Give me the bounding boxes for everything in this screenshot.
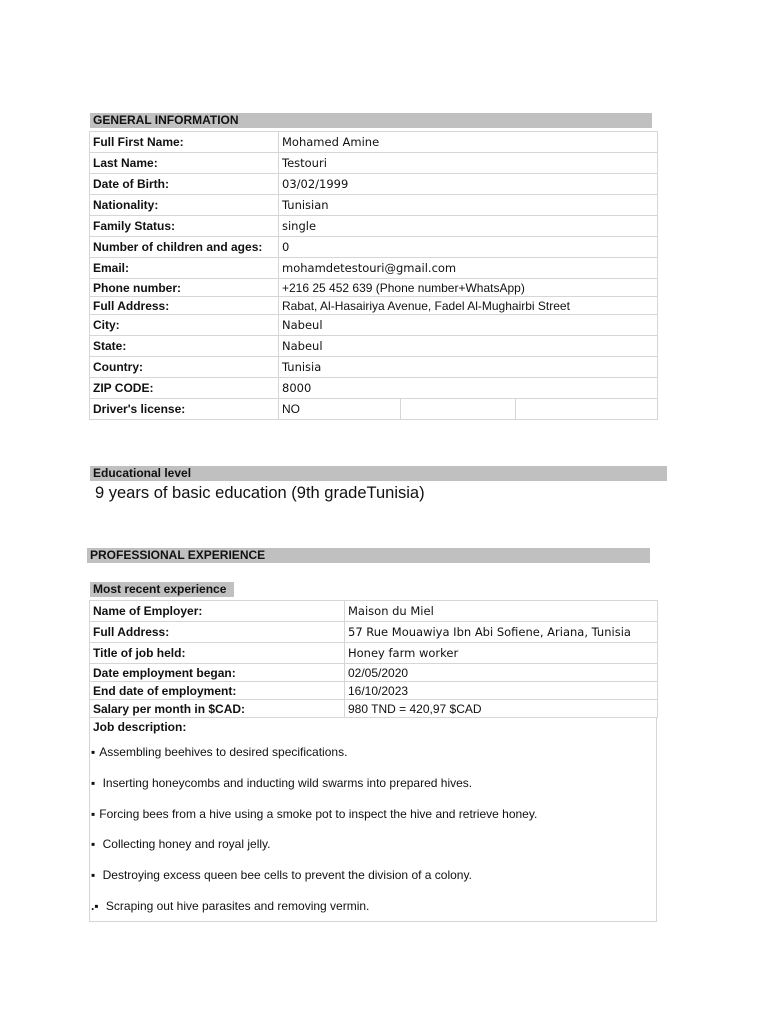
row-value: NO [279,399,401,420]
table-row [90,315,658,336]
row-label: Date of Birth: [90,174,279,195]
row-value: Nabeul [279,315,658,336]
task-text: Destroying excess queen bee cells to prevent the division of a colony. [99,868,472,882]
row-label: Name of Employer: [90,601,345,622]
task-text: Assembling beehives to desired specifications. [99,745,348,759]
experience-table [89,600,658,718]
education-heading: Educational level [90,466,667,481]
row-value: 8000 [279,378,658,399]
job-description-label: Job description: [93,720,187,734]
table-row [90,279,658,297]
list-item [91,837,270,851]
table-row [90,258,658,279]
professional-experience-heading: PROFESSIONAL EXPERIENCE [87,548,650,563]
row-label: Family Status: [90,216,279,237]
row-label: Salary per month in $CAD: [90,700,345,718]
row-value: Rabat, Al-Hasairiya Avenue, Fadel Al-Mughairbi Street [279,297,658,315]
bullet: ▪ [91,776,96,790]
table-row [90,195,658,216]
table-row [90,378,658,399]
table-row [90,357,658,378]
bullet: ▪ [91,745,96,759]
bullet: ▪ [91,807,96,821]
row-label: City: [90,315,279,336]
general-information-table [89,131,658,420]
general-information-heading: GENERAL INFORMATION [90,113,652,128]
row-value: 03/02/1999 [279,174,658,195]
row-label: Nationality: [90,195,279,216]
row-label: Number of children and ages: [90,237,279,258]
list-item [91,899,369,913]
table-row [90,297,658,315]
table-row [90,153,658,174]
table-row [90,682,658,700]
bullet: .▪ [91,899,99,913]
table-row [90,700,658,718]
row-label: End date of employment: [90,682,345,700]
education-text: 9 years of basic education (9th gradeTunisia) [95,484,425,502]
row-label: Country: [90,357,279,378]
list-item [91,807,537,821]
row-label: Full First Name: [90,132,279,153]
bullet: ▪ [91,837,96,851]
row-value: 02/05/2020 [345,664,658,682]
task-text: Forcing bees from a hive using a smoke pot to inspect the hive and retrieve honey. [99,807,538,821]
row-value: Tunisia [279,357,658,378]
row-value: Maison du Miel [345,601,658,622]
table-row [90,622,658,643]
list-item [91,776,472,790]
row-value: Testouri [279,153,658,174]
row-label: ZIP CODE: [90,378,279,399]
task-text: Collecting honey and royal jelly. [99,837,271,851]
row-value: 0 [279,237,658,258]
row-value: Tunisian [279,195,658,216]
empty-cell [401,399,516,420]
row-value: Nabeul [279,336,658,357]
table-row [90,174,658,195]
table-row [90,132,658,153]
task-text: Scraping out hive parasites and removing vermin. [102,899,370,913]
row-label: Full Address: [90,622,345,643]
row-value: 57 Rue Mouawiya Ibn Abi Sofiene, Ariana, Tunisia [345,622,658,643]
table-row [90,643,658,664]
task-text: Inserting honeycombs and inducting wild swarms into prepared hives. [99,776,473,790]
row-label: Last Name: [90,153,279,174]
row-value: 980 TND = 420,97 $CAD [345,700,658,718]
bullet: ▪ [91,868,96,882]
most-recent-experience-heading: Most recent experience [90,582,234,597]
list-item [91,868,472,882]
row-value: Mohamed Amine [279,132,658,153]
row-label: Driver's license: [90,399,279,420]
email-value: mohamdetestouri@gmail.com [279,258,658,279]
table-row [90,237,658,258]
table-row [90,216,658,237]
table-row [90,664,658,682]
empty-cell [516,399,658,420]
row-label: Email: [90,258,279,279]
row-label: Title of job held: [90,643,345,664]
table-row [90,399,658,420]
row-value: 16/10/2023 [345,682,658,700]
row-value: single [279,216,658,237]
table-row [90,336,658,357]
row-label: State: [90,336,279,357]
row-value: Honey farm worker [345,643,658,664]
row-label: Date employment began: [90,664,345,682]
list-item [91,745,347,759]
row-value: +216 25 452 639 (Phone number+WhatsApp) [279,279,658,297]
row-label: Phone number: [90,279,279,297]
table-row [90,601,658,622]
row-label: Full Address: [90,297,279,315]
